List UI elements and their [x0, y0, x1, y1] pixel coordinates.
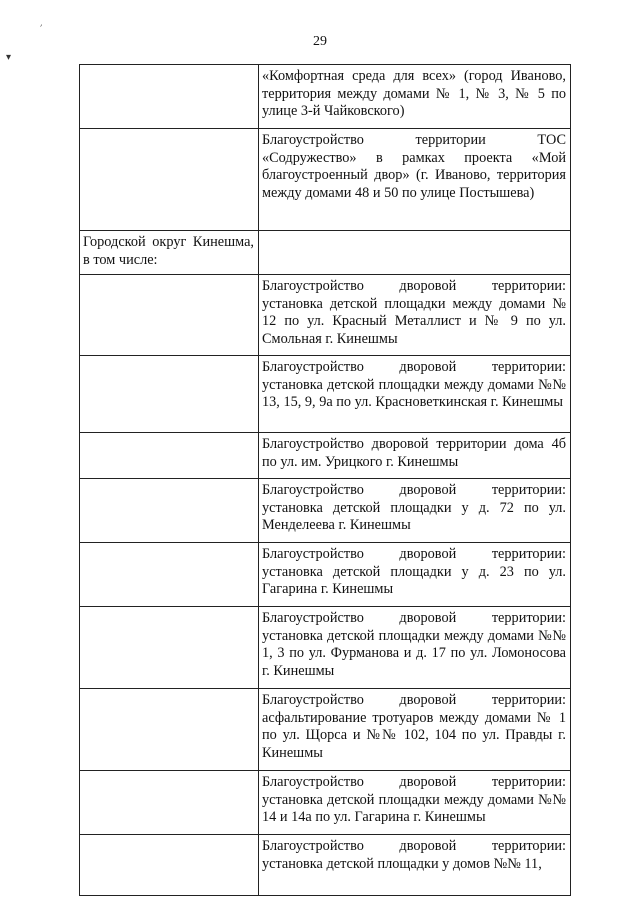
municipality-cell — [80, 65, 259, 129]
municipality-cell — [80, 433, 259, 479]
project-cell — [259, 231, 571, 275]
table-row — [80, 479, 571, 543]
table-row — [80, 543, 571, 607]
project-cell: Благоустройство дворовой территории: асфальтирование тротуаров между домами № 1 по ул. Щорса и №№ 102, 104 по ул. Правды г. Кинешмы — [259, 689, 571, 771]
table-row — [80, 771, 571, 835]
scan-speck: ▾ — [6, 52, 12, 63]
scan-speck: ׳ — [40, 22, 43, 33]
project-cell: Благоустройство дворовой территории: установка детской площадки у домов №№ 11, — [259, 835, 571, 896]
table-row — [80, 275, 571, 356]
table-row — [80, 689, 571, 771]
table-row — [80, 607, 571, 689]
table-row — [80, 356, 571, 433]
municipality-cell — [80, 771, 259, 835]
municipality-cell — [80, 835, 259, 896]
project-cell: Благоустройство дворовой территории дома 4б по ул. им. Урицкого г. Кинешмы — [259, 433, 571, 479]
table-row — [80, 129, 571, 231]
project-cell: Благоустройство дворовой территории: установка детской площадки у д. 72 по ул. Менделеева г. Кинешмы — [259, 479, 571, 543]
project-cell: Благоустройство дворовой территории: установка детской площадки у д. 23 по ул. Гагарина г. Кинешмы — [259, 543, 571, 607]
municipality-cell — [80, 356, 259, 433]
table-row — [80, 65, 571, 129]
municipality-cell — [80, 479, 259, 543]
table-row — [80, 231, 571, 275]
project-cell: «Комфортная среда для всех» (город Иваново, территория между домами № 1, № 3, № 5 по улице 3-й Чайковского) — [259, 65, 571, 129]
project-cell: Благоустройство дворовой территории: установка детской площадки между домами №№ 13, 15, 9, 9а по ул. Красноветкинская г. Кинешмы — [259, 356, 571, 433]
municipality-cell — [80, 129, 259, 231]
municipality-cell — [80, 689, 259, 771]
municipality-cell — [80, 607, 259, 689]
municipality-cell — [80, 543, 259, 607]
project-cell: Благоустройство дворовой территории: установка детской площадки между домами № 12 по ул. Красный Металлист и № 9 по ул. Смольная г. Кинешмы — [259, 275, 571, 356]
municipality-cell: Городской округ Кинешма, в том числе: — [80, 231, 259, 275]
projects-table — [79, 64, 571, 896]
page-number: 29 — [313, 34, 327, 49]
table-row — [80, 433, 571, 479]
project-cell: Благоустройство дворовой территории: установка детской площадки между домами №№ 1, 3 по ул. Фурманова и д. 17 по ул. Ломоносова г. Кинешмы — [259, 607, 571, 689]
project-cell: Благоустройство дворовой территории: установка детской площадки между домами №№ 14 и 14а по ул. Гагарина г. Кинешмы — [259, 771, 571, 835]
project-cell: Благоустройство территории ТОС «Содружество» в рамках проекта «Мой благоустроенный двор» (г. Иваново, территория между домами 48 и 50 по улице Постышева) — [259, 129, 571, 231]
municipality-cell — [80, 275, 259, 356]
table-row — [80, 835, 571, 896]
